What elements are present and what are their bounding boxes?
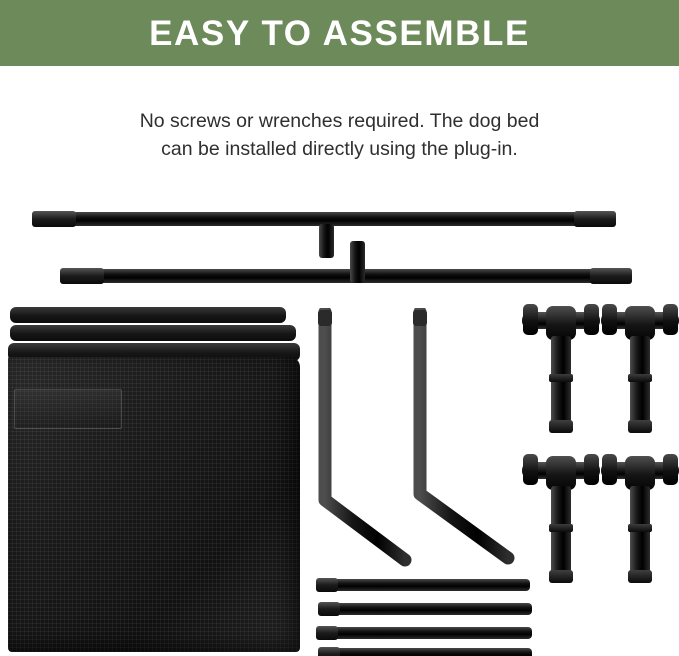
foot-post-ring [628, 374, 652, 382]
short-tube-1-cap [316, 578, 338, 592]
foot-post [630, 486, 650, 578]
fabric-cover [8, 307, 300, 652]
short-tube-3-cap [316, 626, 338, 640]
foot-assembly-bottom-right [601, 452, 679, 590]
short-tube-4-cap [318, 647, 340, 656]
foot-post-end [549, 570, 573, 583]
fabric-fold-top [10, 307, 286, 323]
foot-hub [625, 306, 655, 340]
foot-post [551, 336, 571, 428]
foot-assembly-bottom-left [522, 452, 600, 590]
top-rail-lower-left-cap [60, 268, 104, 284]
foot-post-end [628, 420, 652, 433]
short-tube-2-cap [318, 602, 340, 616]
foot-crossbar-right-end [663, 304, 678, 335]
foot-crossbar-left-end [523, 454, 538, 485]
foot-crossbar-right-end [663, 454, 678, 485]
bent-leg-left [305, 308, 415, 570]
subtitle-line-2: can be installed directly using the plug-in. [161, 137, 518, 160]
fabric-fold-second [10, 325, 296, 341]
foot-crossbar-left-end [602, 454, 617, 485]
foot-post-end [628, 570, 652, 583]
connector-sleeve-left [319, 224, 334, 258]
subtitle-text [0, 108, 679, 163]
foot-crossbar-right-end [584, 304, 599, 335]
top-rail-lower-right-cap [590, 268, 632, 284]
foot-post-ring [549, 374, 573, 382]
short-tube-3 [316, 627, 532, 639]
foot-post-ring [628, 524, 652, 532]
connector-sleeve-right [350, 241, 365, 283]
foot-hub [546, 306, 576, 340]
fabric-pocket [14, 389, 122, 429]
foot-hub [625, 456, 655, 490]
top-rail-upper-left-cap [32, 211, 76, 227]
bent-leg-right [400, 308, 520, 570]
subtitle-line-1: No screws or wrenches required. The dog bed [139, 110, 540, 132]
foot-assembly-top-right [601, 302, 679, 440]
short-tube-4 [318, 648, 532, 656]
foot-post [630, 336, 650, 428]
top-rail-upper-right-cap [574, 211, 616, 227]
foot-crossbar-right-end [584, 454, 599, 485]
header-banner [0, 0, 679, 66]
foot-post [551, 486, 571, 578]
short-tube-2 [318, 603, 532, 615]
foot-hub [546, 456, 576, 490]
foot-assembly-top-left [522, 302, 600, 440]
top-rail-lower [60, 269, 632, 283]
foot-post-end [549, 420, 573, 433]
short-tube-1 [316, 579, 530, 591]
foot-post-ring [549, 524, 573, 532]
page-title: EASY TO ASSEMBLE [149, 13, 530, 53]
foot-crossbar-left-end [523, 304, 538, 335]
foot-crossbar-left-end [602, 304, 617, 335]
parts-layout [0, 180, 679, 656]
